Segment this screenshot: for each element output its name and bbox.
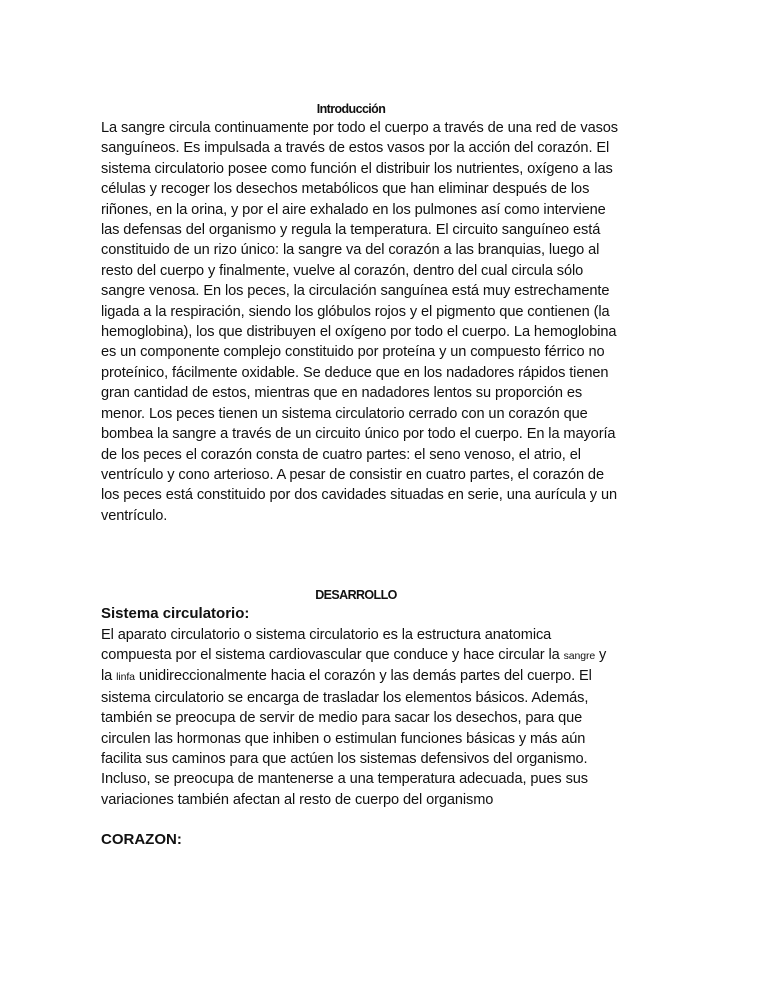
- spacer: [101, 526, 621, 586]
- paragraph-text-end: unidireccionalmente hacia el corazón y las demás partes del cuerpo. El sistema circulatorio se encarga de trasladar los elementos básicos. Además, también se preocupa de servir de medio para sacar los desechos, para que circulen las hormonas que inhiben o estimulan funciones básicas y más aún facilita sus caminos para que actúen los sistemas defensivos del organismo. Incluso, se preocupa de mantenerse a una temperatura adecuada, pues sus variaciones también afectan al resto de cuerpo del organismo: [101, 668, 592, 808]
- document-page: [101, 100, 621, 851]
- word-y-la: y la: [101, 646, 607, 685]
- intro-paragraph: La sangre circula continuamente por todo el cuerpo a través de una red de vasos sanguíneos. Es impulsada a través de estos vasos por la acción del corazón. El sistema circulatorio posee como función el distribuir los nutrientes, oxígeno a las células y recoger los desechos metabólicos que han eliminar después de los riñones, en la orina, y por el aire exhalado en los pulmones así como interviene las defensas del organismo y regula la temperatura. El circuito sanguíneo está constituido de un rizo único: la sangre va del corazón a las branquias, luego al resto del cuerpo y finalmente, vuelve al corazón, dentro del cual circula sólo sangre venosa. En los peces, la circulación sanguínea está muy estrechamente ligada a la respiración, siendo los glóbulos rojos y el pigmento que contienen (la hemoglobina), los que distribuyen el oxígeno por todo el cuerpo. La hemoglobina es un componente complejo constituido por proteína y un compuesto férrico no proteínico, fácilmente oxidable. Se deduce que en los nadadores rápidos tienen gran cantidad de estos, mientras que en nadadores lentos su proporción es menor. Los peces tienen un sistema circulatorio cerrado con un corazón que bombea la sangre a través de un circuito único por todo el cuerpo. En la mayoría de los peces el corazón consta de cuatro partes: el seno venoso, el atrio, el ventrículo y cono arterioso. A pesar de consistir en cuatro partes, el corazón de los peces está constituido por dos cavidades situadas en serie, una aurícula y un ventrículo.: [101, 120, 618, 524]
- word-linfa: linfa: [116, 671, 135, 684]
- development-heading: DESARROLLO: [315, 588, 397, 603]
- spacer: [101, 810, 621, 830]
- section-title-corazon: CORAZON:: [101, 831, 182, 849]
- section-title-circulatory-system: Sistema circulatorio:: [101, 605, 250, 623]
- paragraph-text-start: El aparato circulatorio o sistema circulatorio es la estructura anatomica compuesta por el sistema cardiovascular que conduce y hace circular la: [101, 626, 564, 663]
- circulatory-system-paragraph: [101, 625, 621, 811]
- intro-heading: Introducción: [316, 102, 386, 116]
- word-sangre: sangre: [563, 649, 596, 662]
